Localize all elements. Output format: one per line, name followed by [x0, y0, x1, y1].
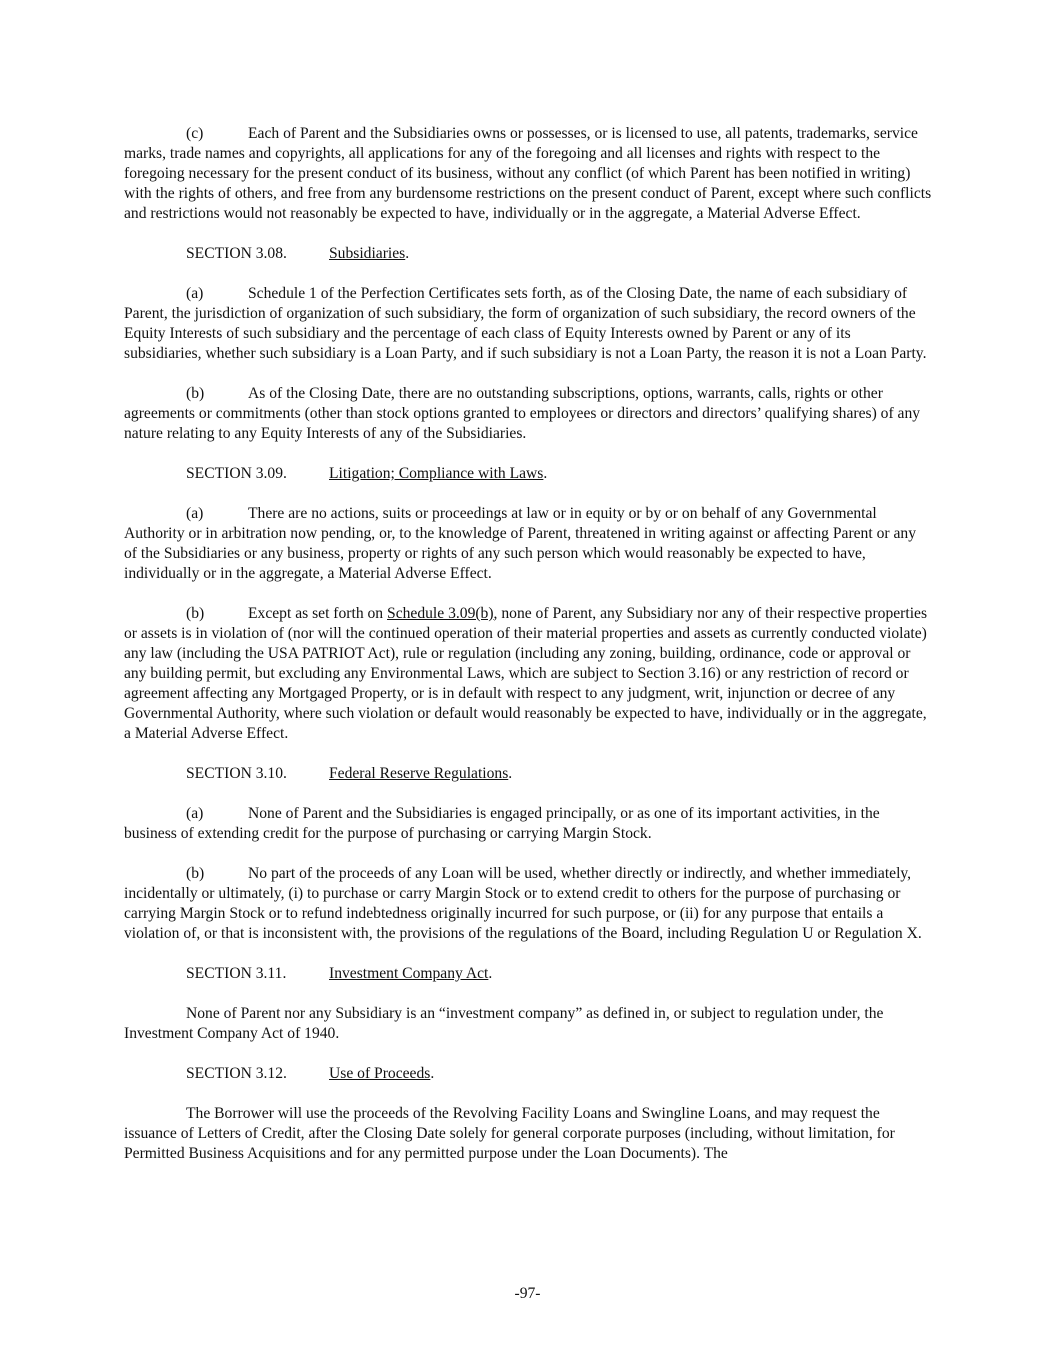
- section-title: Subsidiaries: [329, 245, 406, 262]
- clause-text: No part of the proceeds of any Loan will be used, whether directly or indirectly, and whether immediately, incidentally or ultimately, (i) to purchase or carry Margin Stock or to extend credit to others for the purpose of purchasing or carrying Margin Stock or to refund indebtedness originally incurred for such purpose, or (ii) for any purpose that entails a violation of, or that is inconsistent with, the provisions of the regulations of the Board, including Regulation U or Regulation X.: [124, 865, 922, 942]
- section-heading-3-09: [124, 464, 932, 484]
- clause-label: (a): [186, 285, 204, 302]
- paragraph-3-11-body: [124, 1004, 932, 1044]
- section-number: SECTION 3.08.: [186, 245, 287, 262]
- section-title: Litigation; Compliance with Laws: [329, 465, 544, 482]
- section-title-period: .: [488, 965, 493, 982]
- clause-text: Schedule 1 of the Perfection Certificates sets forth, as of the Closing Date, the name of each subsidiary of Parent, the jurisdiction of organization of such subsidiary, the form of organization of such subsidiary, the record owners of the Equity Interests of such subsidiary and the percentage of each class of Equity Interests owned by Parent or any of its subsidiaries, whether such subsidiary is a Loan Party, and if such subsidiary is not a Loan Party, the reason it is not a Loan Party.: [124, 285, 927, 362]
- paragraph-3-10-b: [124, 864, 932, 944]
- clause-text: Each of Parent and the Subsidiaries owns or possesses, or is licensed to use, all patents, trademarks, service marks, trade names and copyrights, all applications for any of the foregoing and all licenses and rights with respect to the foregoing necessary for the present conduct of its business, without any conflict (of which Parent has been notified in writing) with the rights of others, and free from any burdensome restrictions on the present conduct of Parent, except where such conflicts and restrictions would not reasonably be expected to have, individually or in the aggregate, a Material Adverse Effect.: [124, 125, 932, 222]
- section-title-period: .: [405, 245, 410, 262]
- section-title: Federal Reserve Regulations: [329, 765, 509, 782]
- section-heading-3-12: [124, 1064, 932, 1084]
- clause-text: None of Parent nor any Subsidiary is an “investment company” as defined in, or subject to regulation under, the Investment Company Act of 1940.: [124, 1005, 884, 1042]
- paragraph-3-07-c: [124, 124, 932, 224]
- section-title-period: .: [430, 1065, 435, 1082]
- section-number: SECTION 3.09.: [186, 465, 287, 482]
- clause-label: (a): [186, 805, 204, 822]
- paragraph-3-12-body: [124, 1104, 932, 1164]
- section-number: SECTION 3.12.: [186, 1065, 287, 1082]
- clause-label: (c): [186, 125, 204, 142]
- clause-label: (b): [186, 865, 205, 882]
- clause-label: (a): [186, 505, 204, 522]
- clause-text: As of the Closing Date, there are no outstanding subscriptions, options, warrants, calls, rights or other agreements or commitments (other than stock options granted to employees or directors and directors’ qualifying shares) of any nature relating to any Equity Interests of any of the Subsidiaries.: [124, 385, 921, 442]
- clause-text: The Borrower will use the proceeds of the Revolving Facility Loans and Swingline Loans, and may request the issuance of Letters of Credit, after the Closing Date solely for general corporate purposes (including, without limitation, for Permitted Business Acquisitions and for any permitted purpose under the Loan Documents). The: [124, 1105, 895, 1162]
- clause-label: (b): [186, 385, 205, 402]
- paragraph-3-08-a: [124, 284, 932, 364]
- section-heading-3-10: [124, 764, 932, 784]
- clause-text: None of Parent and the Subsidiaries is engaged principally, or as one of its important activities, in the business of extending credit for the purpose of purchasing or carrying Margin Stock.: [124, 805, 880, 842]
- clause-text: There are no actions, suits or proceedings at law or in equity or by or on behalf of any Governmental Authority or in arbitration now pending, or, to the knowledge of Parent, threatened in writing against or affecting Parent or any of the Subsidiaries or any business, property or rights of any such person which would reasonably be expected to have, individually or in the aggregate, a Material Adverse Effect.: [124, 505, 916, 582]
- section-title: Investment Company Act: [329, 965, 489, 982]
- paragraph-3-08-b: [124, 384, 932, 444]
- clause-label: (b): [186, 605, 205, 622]
- section-title-period: .: [508, 765, 513, 782]
- paragraph-3-09-b: [124, 604, 932, 744]
- document-body: [124, 124, 932, 1184]
- paragraph-3-09-a: [124, 504, 932, 584]
- section-heading-3-08: [124, 244, 932, 264]
- section-number: SECTION 3.11.: [186, 965, 287, 982]
- schedule-reference: Schedule 3.09(b): [387, 605, 494, 622]
- page-number: -97-: [514, 1285, 541, 1302]
- section-title-period: .: [543, 465, 548, 482]
- clause-text: , none of Parent, any Subsidiary nor any of their respective properties or assets is in violation of (nor will the continued operation of their material properties and assets as currently conducted violate) any law (including the USA PATRIOT Act), rule or regulation (including any zoning, building, ordinance, code or approval or any building permit, but excluding any Environmental Laws, which are subject to Section 3.16) or any restriction of record or agreement affecting any Mortgaged Property, or is in default with respect to any judgment, writ, injunction or decree of any Governmental Authority, where such violation or default would reasonably be expected to have, individually or in the aggregate, a Material Adverse Effect.: [124, 605, 928, 742]
- paragraph-3-10-a: [124, 804, 932, 844]
- section-number: SECTION 3.10.: [186, 765, 287, 782]
- section-heading-3-11: [124, 964, 932, 984]
- clause-text-lead: Except as set forth on: [248, 605, 388, 622]
- section-title: Use of Proceeds: [329, 1065, 431, 1082]
